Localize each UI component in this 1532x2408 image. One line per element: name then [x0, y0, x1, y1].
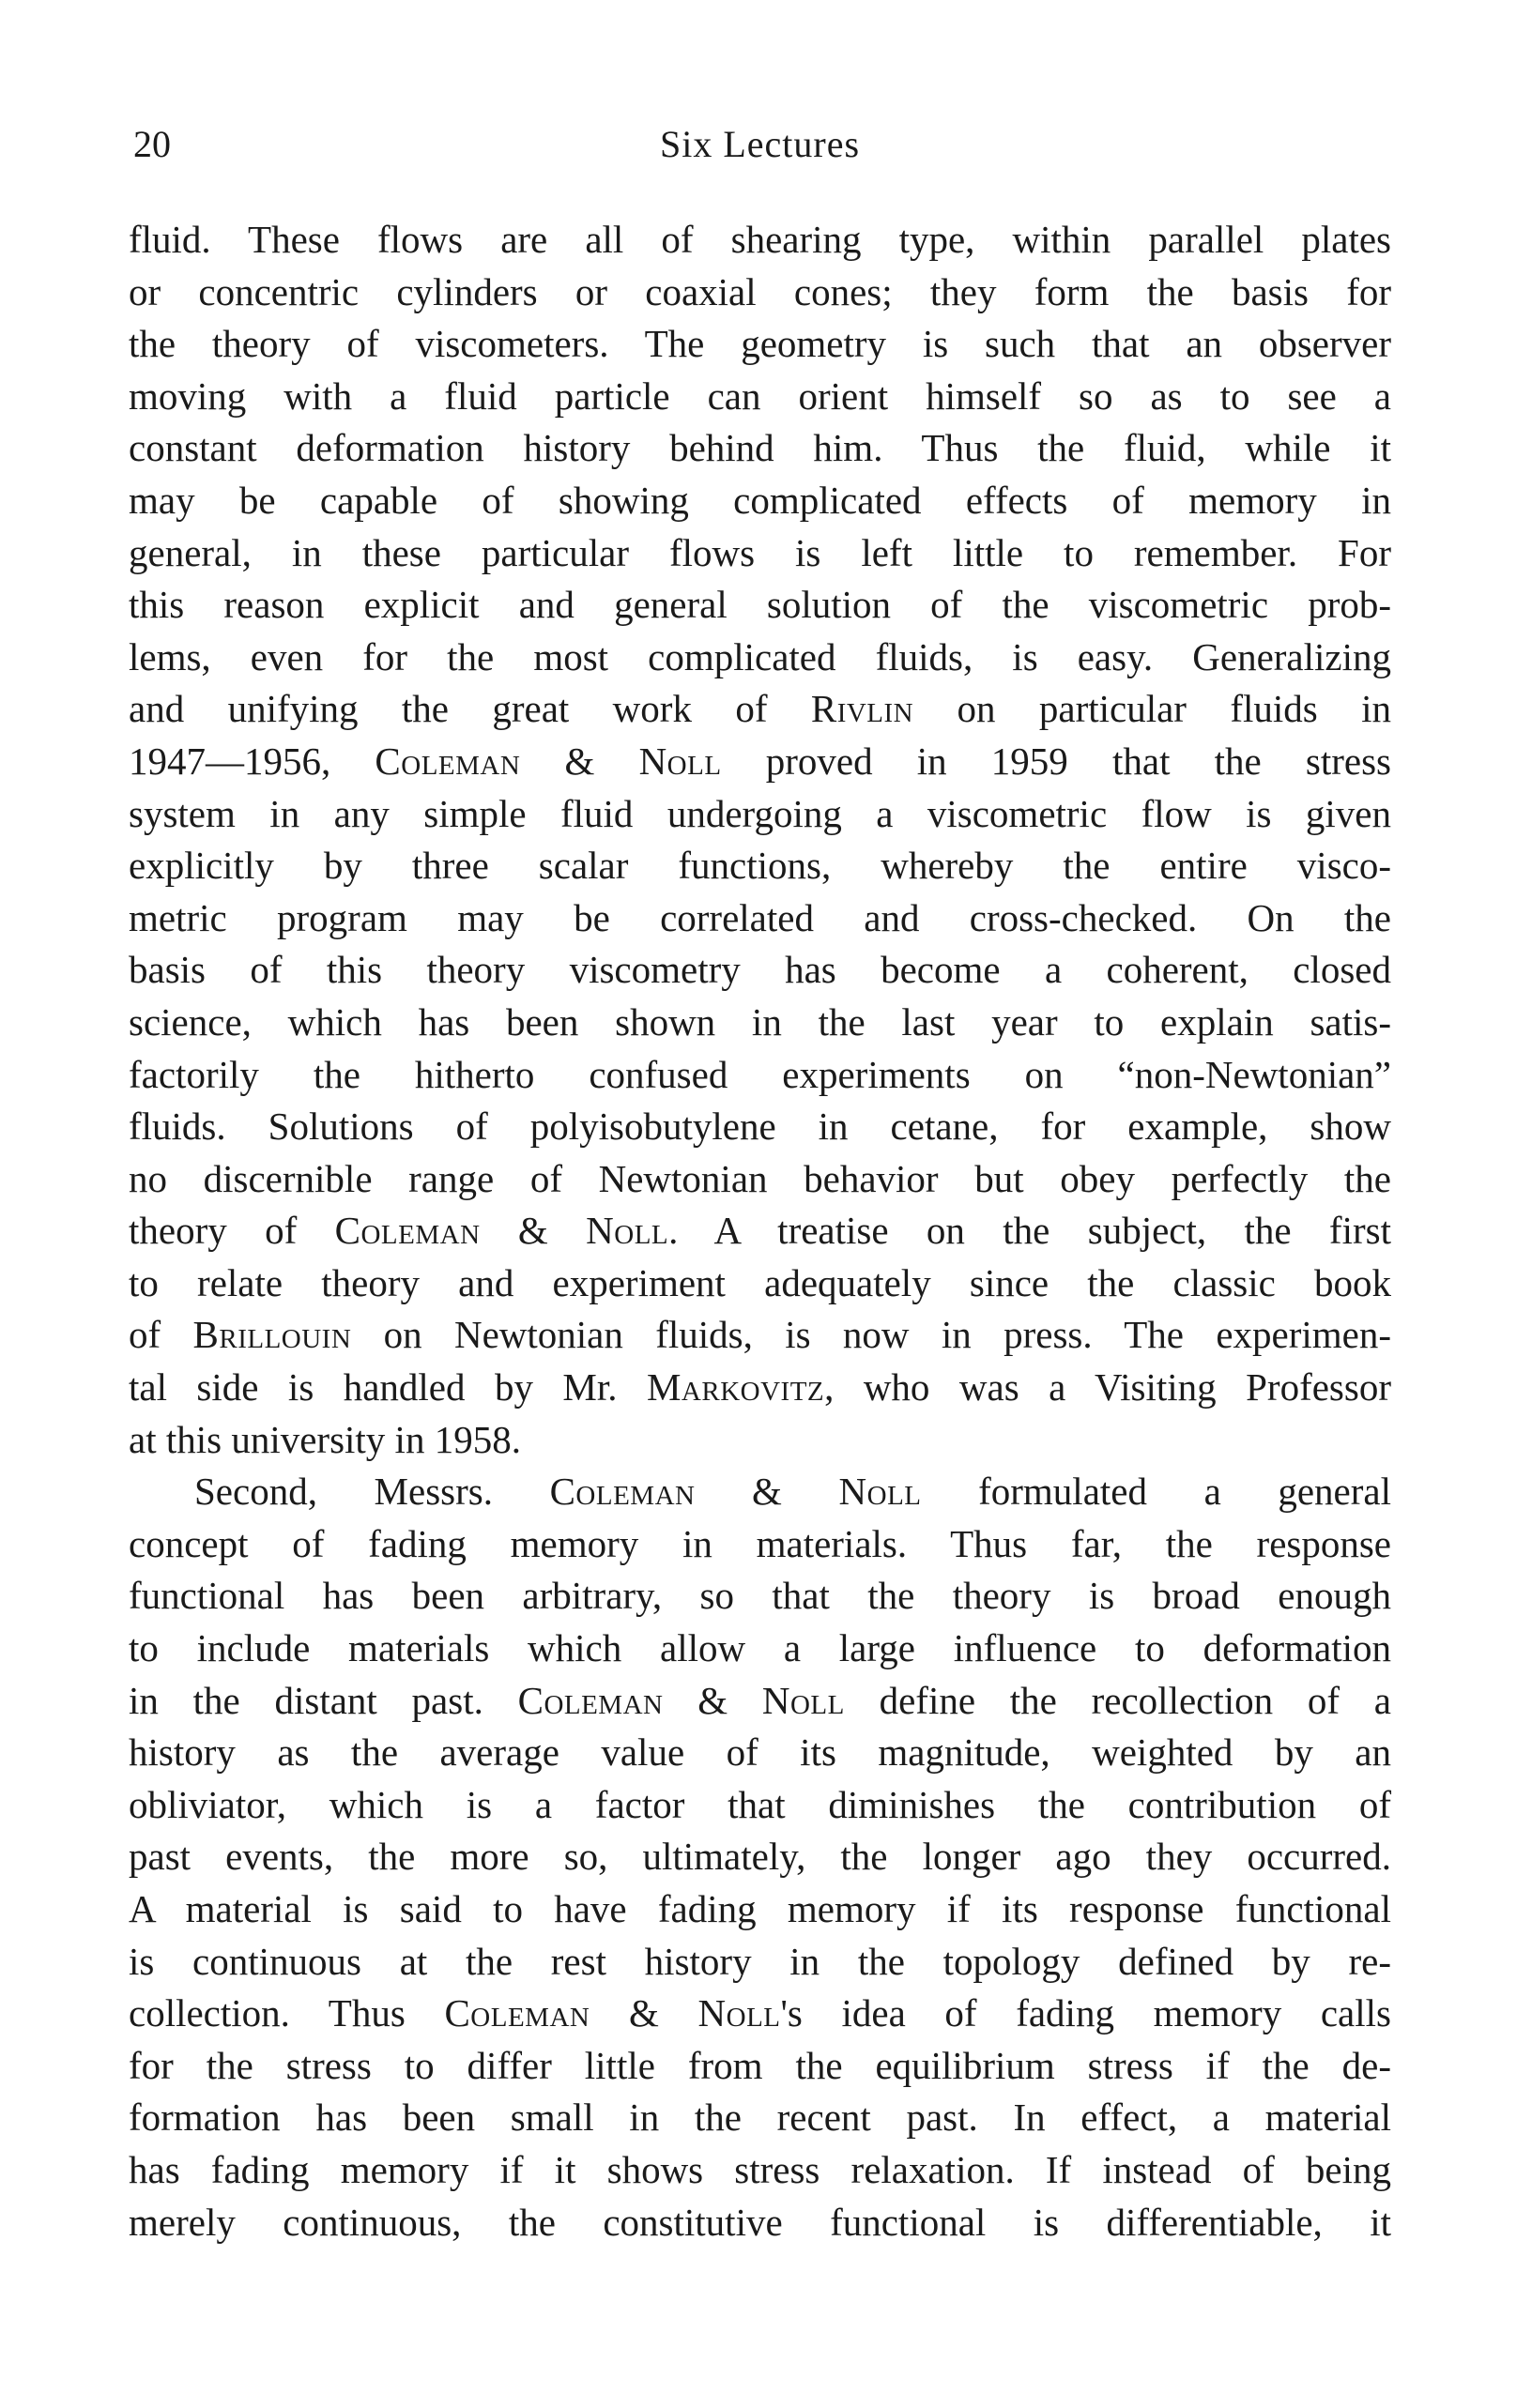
text-line: science, which has been shown in the last year to explain satis-: [129, 999, 1391, 1044]
author-name: Markovitz: [646, 1365, 825, 1410]
page-header: [129, 118, 1391, 171]
author-name: Noll: [638, 739, 722, 783]
running-title: Six Lectures: [659, 123, 861, 165]
text-line: this reason explicit and general solution of the viscometric prob-: [129, 583, 1391, 627]
text-line: fluid. These flows are all of shearing type, within parallel plates: [129, 218, 1391, 261]
author-name: Noll: [838, 1470, 922, 1514]
text-line: concept of fading memory in materials. Thus far, the response: [129, 1521, 1391, 1565]
text-line: tal side is handled by Mr. Markovitz, who was a Visiting Professor: [129, 1365, 1391, 1410]
text-line: past events, the more so, ultimately, the longer ago they occurred.: [129, 1835, 1391, 1879]
text-line: and unifying the great work of Rivlin on particular fluids in: [129, 687, 1391, 731]
text-line: no discernible range of Newtonian behavior but obey perfectly the: [129, 1156, 1391, 1200]
text-line: fluids. Solutions of polyisobutylene in cetane, for example, show: [129, 1105, 1391, 1149]
author-name: Noll: [761, 1678, 845, 1722]
text-line: has fading memory if it shows stress relaxation. If instead of being: [129, 2147, 1391, 2191]
author-name: Rivlin: [810, 687, 914, 731]
text-line: obliviator, which is a factor that diminishes the contribution of: [129, 1782, 1391, 1826]
text-line: may be capable of showing complicated effects of memory in: [129, 478, 1391, 522]
text-line: merely continuous, the constitutive functional is differentiable, it: [129, 2200, 1391, 2244]
text-line: of Brillouin on Newtonian fluids, is now in press. The experimen-: [129, 1313, 1391, 1357]
text-line: constant deformation history behind him. Thus the fluid, while it: [129, 426, 1391, 470]
author-name: Coleman: [444, 1991, 590, 2035]
text-line: in the distant past. Coleman & Noll define the recollection of a: [129, 1678, 1391, 1722]
text-line: to include materials which allow a large influence to deformation: [129, 1626, 1391, 1670]
author-name: Coleman: [375, 739, 521, 783]
author-name: Brillouin: [192, 1313, 352, 1357]
text-line: Second, Messrs. Coleman & Noll formulated a general: [194, 1470, 1391, 1514]
text-line: factorily the hitherto confused experiments on “non-Newtonian”: [129, 1052, 1391, 1096]
author-name: Noll: [586, 1209, 669, 1253]
text-line: explicitly by three scalar functions, whereby the entire visco-: [129, 844, 1391, 888]
text-line: is continuous at the rest history in the topology defined by re-: [129, 1939, 1391, 1983]
text-line: general, in these particular flows is left little to remember. For: [129, 530, 1391, 574]
author-name: Coleman: [549, 1470, 696, 1514]
text-line: system in any simple fluid undergoing a viscometric flow is given: [129, 791, 1391, 835]
author-name: Noll: [697, 1991, 781, 2035]
text-line: A material is said to have fading memory if its response functional: [129, 1887, 1391, 1930]
text-line: history as the average value of its magnitude, weighted by an: [129, 1730, 1391, 1775]
text-line: 1947—1956, Coleman & Noll proved in 1959 that the stress: [129, 739, 1391, 783]
text-line: the theory of viscometers. The geometry is such that an observer: [129, 322, 1391, 366]
text-line: at this university in 1958.: [129, 1417, 521, 1461]
text-line: moving with a fluid particle can orient himself so as to see a: [129, 373, 1391, 418]
text-line: collection. Thus Coleman & Noll's idea of fading memory calls: [129, 1991, 1391, 2035]
text-line: lems, even for the most complicated fluids, is easy. Generalizing: [129, 634, 1391, 678]
text-line: for the stress to differ little from the equilibrium stress if the de-: [129, 2043, 1391, 2087]
author-name: Coleman: [334, 1209, 481, 1253]
text-line: or concentric cylinders or coaxial cones; they form the basis for: [129, 269, 1391, 313]
text-line: formation has been small in the recent past. In effect, a material: [129, 2096, 1391, 2140]
text-line: metric program may be correlated and cross-checked. On the: [129, 895, 1391, 939]
text-line: to relate theory and experiment adequately since the classic book: [129, 1260, 1391, 1304]
page-number: 20: [133, 123, 171, 165]
text-line: basis of this theory viscometry has become a coherent, closed: [129, 948, 1391, 992]
text-line: functional has been arbitrary, so that the theory is broad enough: [129, 1574, 1391, 1618]
body-text: [129, 214, 1391, 2248]
text-line: theory of Coleman & Noll. A treatise on the subject, the first: [129, 1209, 1391, 1253]
author-name: Coleman: [517, 1678, 664, 1722]
